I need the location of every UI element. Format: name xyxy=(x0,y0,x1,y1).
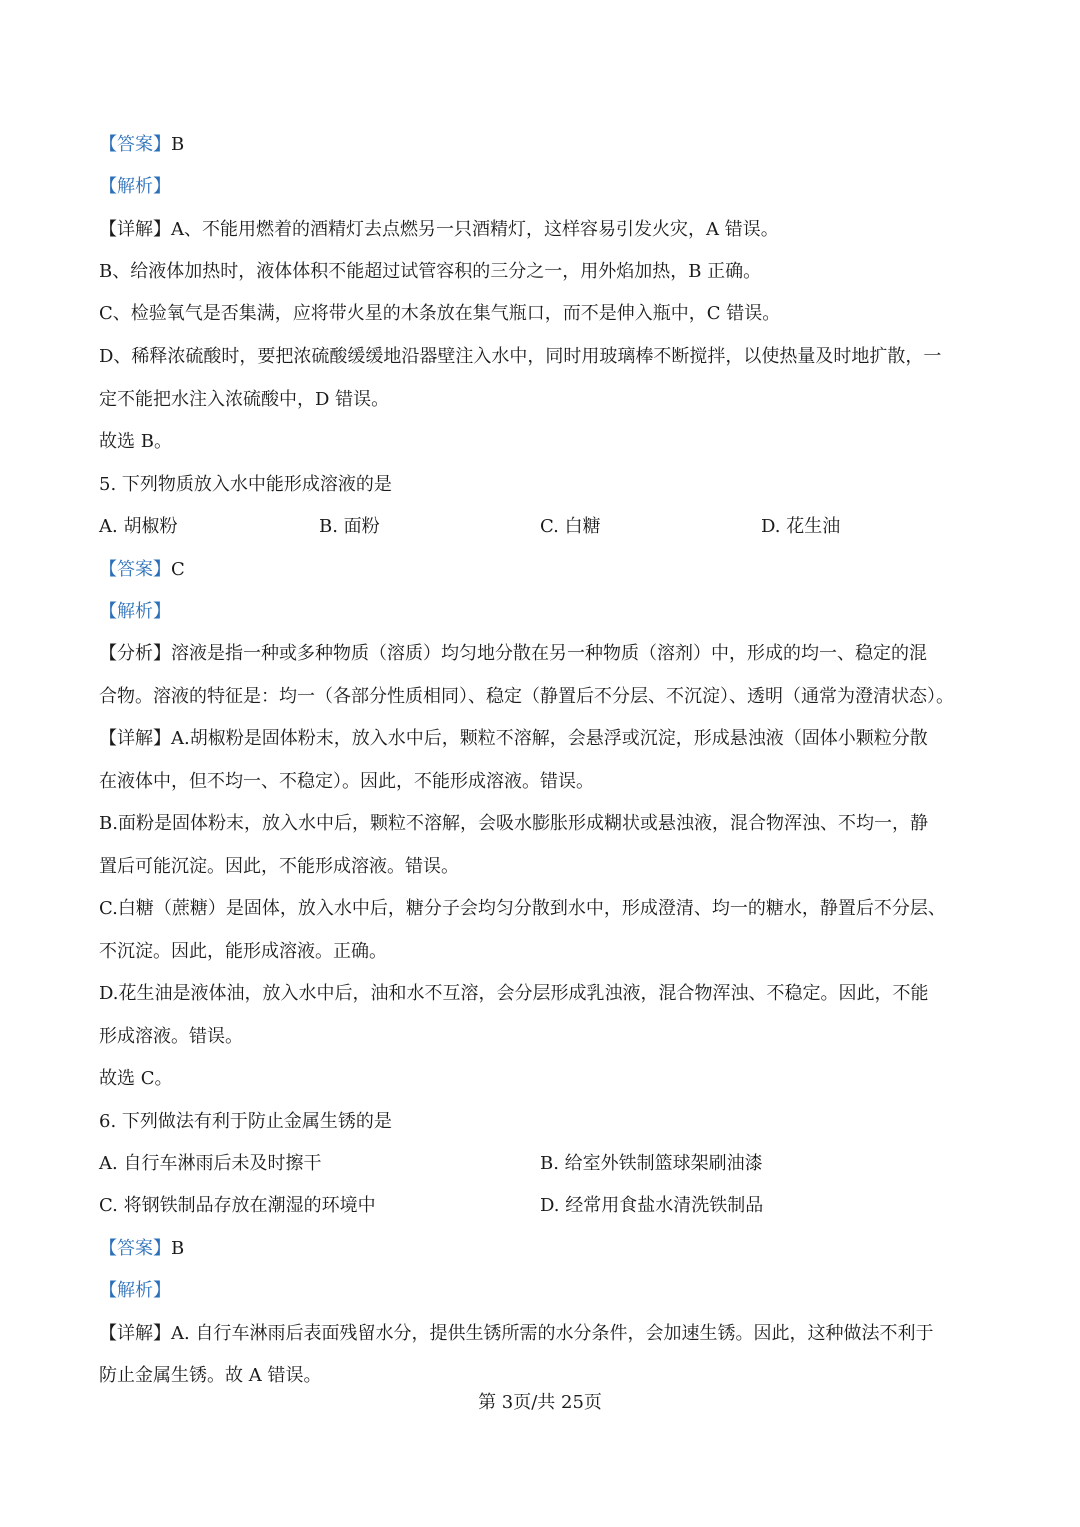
q5-option-a: A. 胡椒粉 xyxy=(99,516,178,537)
q6-question: 6. 下列做法有利于防止金属生锈的是 xyxy=(99,1111,392,1132)
q5-option-d: D. 花生油 xyxy=(761,516,841,537)
q5-fenxi-1: 【分析】溶液是指一种或多种物质（溶质）均匀地分散在另一种物质（溶剂）中，形成的均一、稳定的混 xyxy=(99,643,927,664)
q5-detail-a1: 【详解】A.胡椒粉是固体粉末，放入水中后，颗粒不溶解，会悬浮或沉淀，形成悬浊液（固体小颗粒分散 xyxy=(99,728,928,749)
q6-analysis-tag: 【解析】 xyxy=(99,1280,171,1301)
q4-detail-b: B、给液体加热时，液体体积不能超过试管容积的三分之一，用外焰加热，B 正确。 xyxy=(99,261,762,282)
detail-tag: 【详解】 xyxy=(99,728,171,749)
page-number: 第 3页/共 25页 xyxy=(478,1392,602,1413)
answer-tag: 【答案】 xyxy=(99,134,171,155)
q5-detail-c1: C.白糖（蔗糖）是固体，放入水中后，糖分子会均匀分散到水中，形成澄清、均一的糖水，静置后不分层、 xyxy=(99,898,946,919)
q5-detail-a2: 在液体中，但不均一、不稳定）。因此，不能形成溶液。错误。 xyxy=(99,771,594,792)
q5-fenxi-2: 合物。溶液的特征是：均一（各部分性质相同）、稳定（静置后不分层、不沉淀）、透明（通常为澄清状态）。 xyxy=(99,686,954,707)
q4-analysis-tag: 【解析】 xyxy=(99,176,171,197)
q6-option-a: A. 自行车淋雨后未及时擦干 xyxy=(99,1153,322,1174)
q4-answer-line xyxy=(99,133,184,157)
q6-detail-a1: 【详解】A. 自行车淋雨后表面残留水分，提供生锈所需的水分条件，会加速生锈。因此，这种做法不利于 xyxy=(99,1323,934,1344)
q5-option-c: C. 白糖 xyxy=(540,516,601,537)
q6-option-d: D. 经常用食盐水清洗铁制品 xyxy=(540,1195,764,1216)
q4-detail-d2: 定不能把水注入浓硫酸中，D 错误。 xyxy=(99,389,390,410)
q5-answer-line xyxy=(99,558,185,582)
q6-answer-line xyxy=(99,1237,184,1261)
detail-tag: 【详解】 xyxy=(99,1323,171,1344)
q4-detail-d1: D、稀释浓硫酸时，要把浓硫酸缓缓地沿器壁注入水中，同时用玻璃棒不断搅拌，以使热量及时地扩散，一 xyxy=(99,346,942,367)
q6-option-b: B. 给室外铁制篮球架刷油漆 xyxy=(540,1153,763,1174)
answer-tag: 【答案】 xyxy=(99,1238,171,1259)
q5-detail-d1: D.花生油是液体油，放入水中后，油和水不互溶，会分层形成乳浊液，混合物浑浊、不稳定。因此，不能 xyxy=(99,983,929,1004)
answer-value: B xyxy=(171,134,185,155)
detail-tag: 【详解】 xyxy=(99,219,171,240)
q5-detail-d2: 形成溶液。错误。 xyxy=(99,1026,243,1047)
q5-option-b: B. 面粉 xyxy=(319,516,380,537)
q4-detail-a: 【详解】A、不能用燃着的酒精灯去点燃另一只酒精灯，这样容易引发火灾，A 错误。 xyxy=(99,219,779,240)
q5-detail-b1: B.面粉是固体粉末，放入水中后，颗粒不溶解，会吸水膨胀形成糊状或悬浊液，混合物浑浊、不均一，静 xyxy=(99,813,928,834)
q5-conclusion: 故选 C。 xyxy=(99,1068,173,1089)
q5-question: 5. 下列物质放入水中能形成溶液的是 xyxy=(99,474,392,495)
answer-value: C xyxy=(171,559,185,580)
answer-value: B xyxy=(171,1238,185,1259)
q5-detail-c2: 不沉淀。因此，能形成溶液。正确。 xyxy=(99,941,387,962)
q6-option-c: C. 将钢铁制品存放在潮湿的环境中 xyxy=(99,1195,376,1216)
q6-detail-a2: 防止金属生锈。故 A 错误。 xyxy=(99,1365,322,1386)
q4-detail-c: C、检验氧气是否集满，应将带火星的木条放在集气瓶口，而不是伸入瓶中，C 错误。 xyxy=(99,303,781,324)
q4-conclusion: 故选 B。 xyxy=(99,431,172,452)
answer-tag: 【答案】 xyxy=(99,559,171,580)
q5-analysis-tag: 【解析】 xyxy=(99,601,171,622)
fenxi-tag: 【分析】 xyxy=(99,643,171,664)
q5-detail-b2: 置后可能沉淀。因此，不能形成溶液。错误。 xyxy=(99,856,459,877)
